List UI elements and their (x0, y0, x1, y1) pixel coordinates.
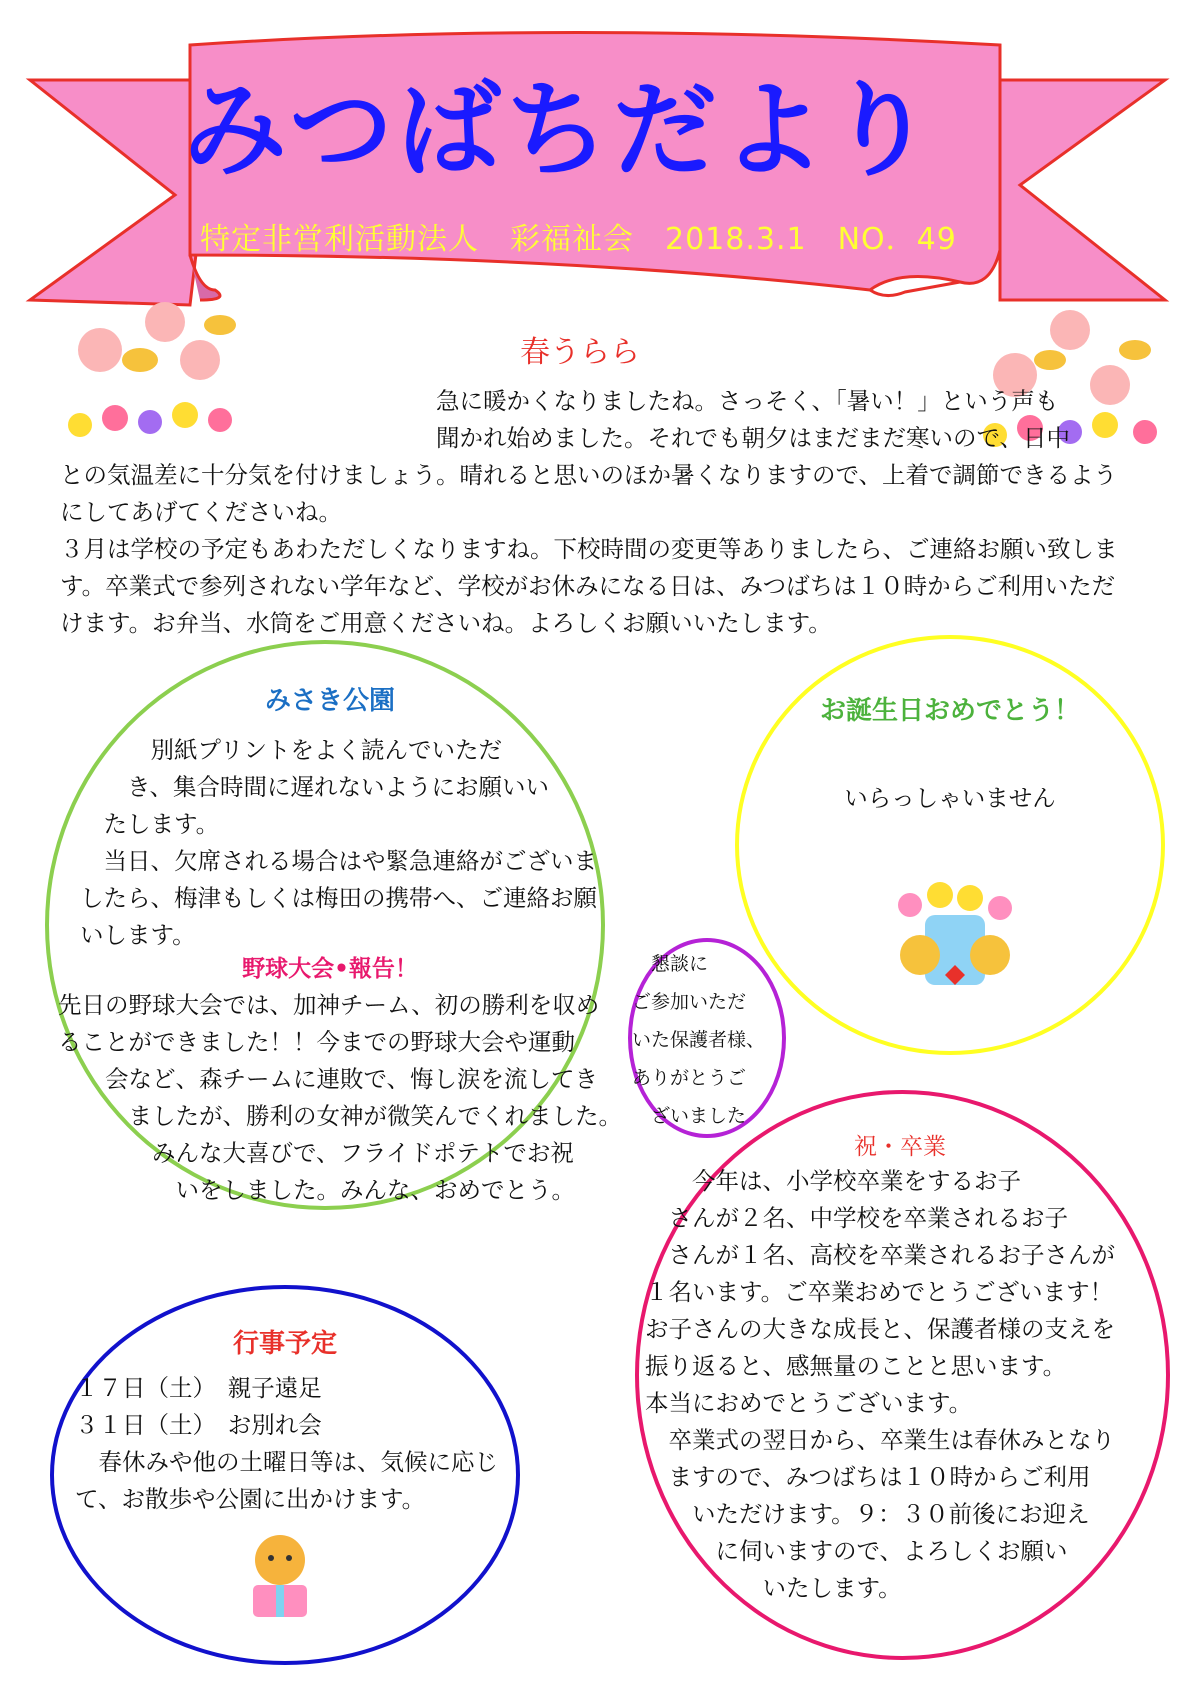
graduation-text: 今年は、小学校卒業をするお子 さんが２名、中学校を卒業されるお子 さんが１名、高校を卒業されるお子さんが １名います。ご卒業おめでとうございます！ お子さんの大きな成長と、保護者様の支えを 振り返ると、感無量のことと思います。 本当におめでとうございます。 卒業式の翌日から、卒業生は春休みとなり ますので、みつばちは１０時からご利用 いただけます。９：３０前後にお迎え に伺いますので、よろしくお願い いたします。 (645, 1167, 1115, 1602)
intro-line: す。卒業式で参列されない学年など、学校がお休みになる日は、みつばちは１０時からご利用いただ (60, 572, 1116, 600)
newsletter-title: みつばちだより (183, 69, 937, 191)
intro-line: との気温差に十分気を付けましょう。晴れると思いのほか暑くなりますので、上着で調節できるよう (60, 461, 1118, 489)
intro-line: ３月は学校の予定もあわただしくなりますね。下校時間の変更等ありましたら、ご連絡お願い致しま (60, 535, 1118, 563)
thanks-text: 懇談に ご参加いただ いた保護者様、 ありがとうご ざいました (632, 953, 766, 1127)
event-schedule-text: １７日（土） 親子遠足 ３１日（土） お別れ会 春休みや他の土曜日等は、気候に応じ て、お散歩や公園に出かけます。 (75, 1374, 498, 1513)
graduation-heading: 祝・卒業 (854, 1134, 946, 1160)
intro-heading: 春うらら (520, 335, 640, 370)
intro-line: にしてあげてくださいね。 (60, 498, 342, 526)
intro-body (60, 383, 1150, 642)
birthday-text: いらっしゃいません (844, 784, 1056, 812)
baseball-report-text: 先日の野球大会では、加神チーム、初の勝利を収め ることができました！！今までの野球大会や運動 会など、森チームに連敗で、悔し涙を流してき ましたが、勝利の女神が微笑んでくれました。 みんな大喜びで、フライドポテトでお祝 いをしました。みんな、おめでとう。 (58, 991, 622, 1204)
event-schedule-heading: 行事予定 (232, 1329, 337, 1359)
intro-line: 急に暖かくなりましたね。さっそく、「暑い！」という声も (60, 387, 1059, 415)
birthday-heading: お誕生日おめでとう！ (819, 696, 1080, 726)
misaki-park-text: 別紙プリントをよく読んでいただ き、集合時間に遅れないようにお願いい たします。 当日、欠席される場合はや緊急連絡がございま したら、梅津もしくは梅田の携帯へ、ご連絡お願 いします。 (80, 736, 597, 949)
intro-line: けます。お弁当、水筒をご用意くださいね。よろしくお願いいたします。 (60, 609, 832, 637)
baseball-report-heading: 野球大会•報告！ (242, 956, 418, 982)
tiger-gift-illustration (235, 1530, 325, 1625)
cats-bouquet-illustration (880, 880, 1030, 1010)
misaki-park-heading: みさき公園 (264, 686, 395, 716)
newsletter-subtitle: 特定非営利活動法人 彩福祉会 2018.3.1 NO．49 (200, 222, 957, 257)
intro-line: 聞かれ始めました。それでも朝夕はまだまだ寒いので、日中 (60, 424, 1071, 452)
